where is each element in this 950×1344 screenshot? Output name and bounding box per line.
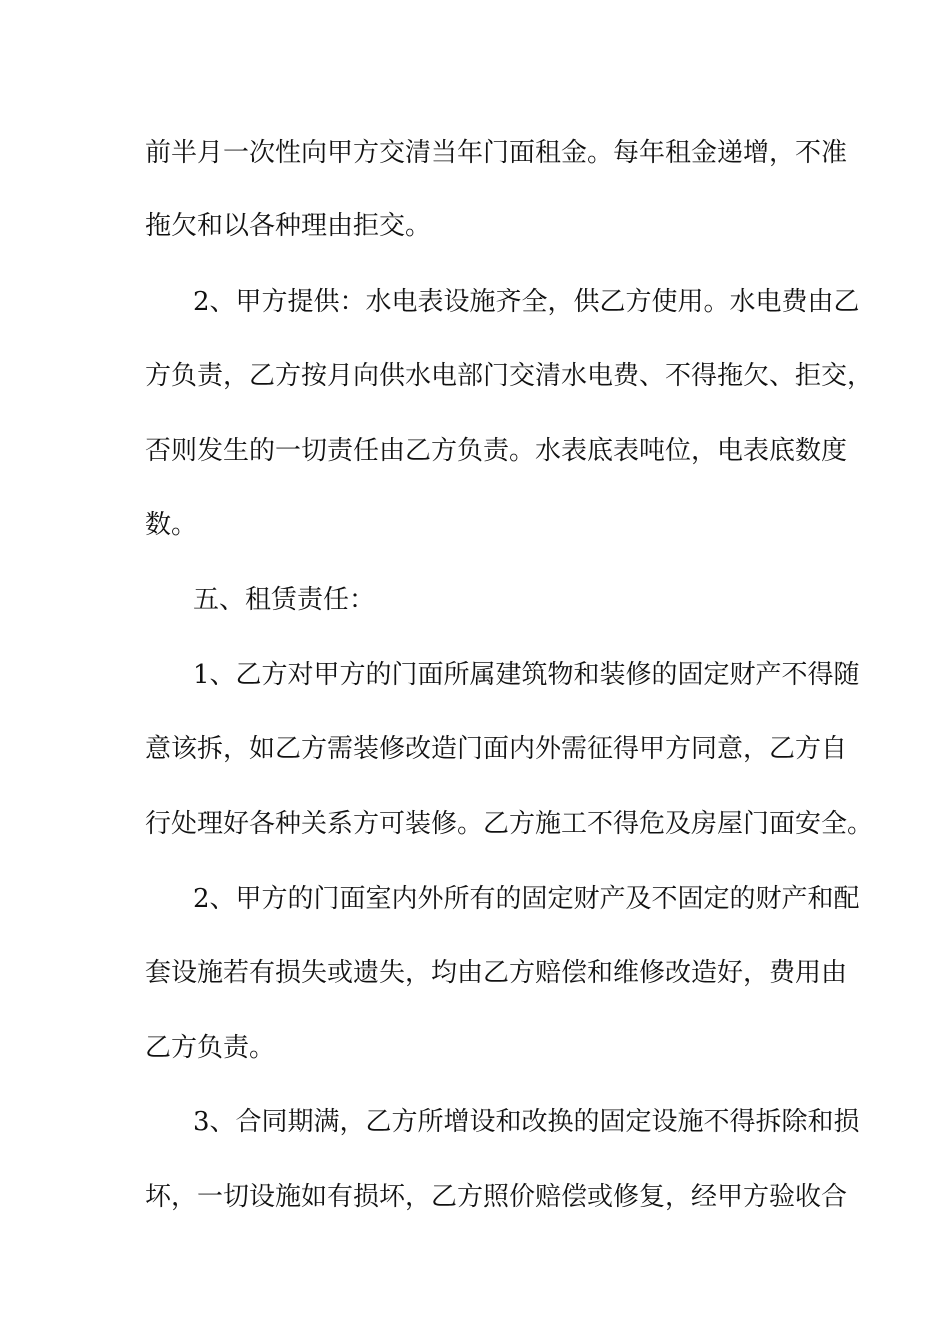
clause-2-line-3: 否则发生的一切责任由乙方负责。水表底表吨位，电表底数度 [145, 436, 848, 466]
clause-5-1-line-1: 1、乙方对甲方的门面所属建筑物和装修的固定财产不得随 [193, 660, 860, 690]
clause-5-3-line-2: 坏，一切设施如有损坏，乙方照价赔偿或修复，经甲方验收合 [145, 1182, 848, 1212]
paragraph-line-2: 拖欠和以各种理由拒交。 [145, 211, 432, 241]
clause-5-2-line-3: 乙方负责。 [145, 1033, 276, 1063]
clause-5-2-line-2: 套设施若有损失或遗失，均由乙方赔偿和维修改造好，费用由 [145, 958, 848, 988]
clause-2-line-2: 方负责，乙方按月向供水电部门交清水电费、不得拖欠、拒交， [145, 361, 874, 391]
clause-5-3-line-1: 3、合同期满，乙方所增设和改换的固定设施不得拆除和损 [193, 1107, 860, 1137]
clause-5-1-line-3: 行处理好各种关系方可装修。乙方施工不得危及房屋门面安全。 [145, 809, 874, 839]
clause-2-line-1: 2、甲方提供：水电表设施齐全，供乙方使用。水电费由乙 [193, 287, 860, 317]
clause-5-1-line-2: 意该拆，如乙方需装修改造门面内外需征得甲方同意，乙方自 [145, 734, 848, 764]
clause-2-line-4: 数。 [145, 510, 198, 540]
paragraph-line-1: 前半月一次性向甲方交清当年门面租金。每年租金递增，不准 [145, 138, 848, 168]
clause-5-2-line-1: 2、甲方的门面室内外所有的固定财产及不固定的财产和配 [193, 884, 860, 914]
section-heading-five: 五、租赁责任： [193, 585, 376, 615]
